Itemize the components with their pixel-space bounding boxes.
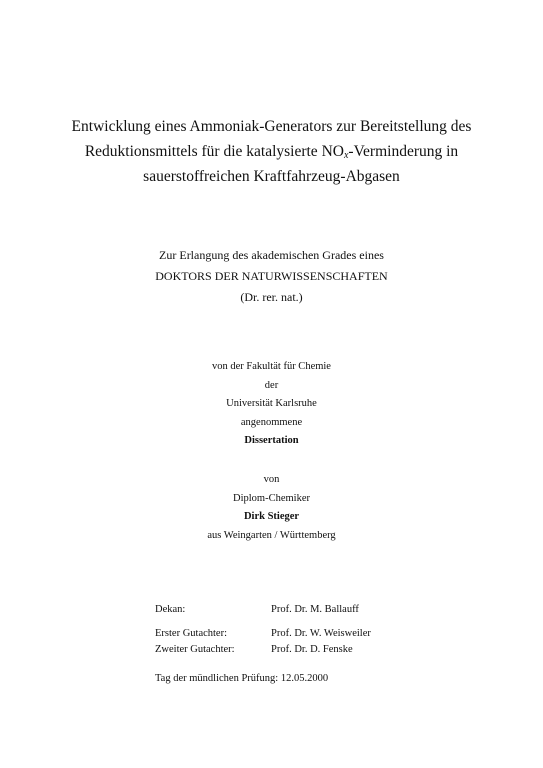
faculty-line-2: der (264, 379, 279, 391)
title-line-2-start: Reduktionsmittels für die katalysierte NO (84, 143, 344, 160)
degree-line-1: Zur Erlangung des akademischen Grades eines (159, 248, 384, 262)
title-line-1: Entwicklung eines Ammoniak-Generators zur Bereitstellung des (71, 118, 472, 135)
title-subscript-x: x (343, 150, 349, 161)
committee-person: Prof. Dr. M. Ballauff (271, 604, 359, 615)
oral-exam-date: Tag der mündlichen Prüfung: 12.05.2000 (155, 673, 329, 684)
committee-person: Prof. Dr. D. Fenske (271, 644, 353, 655)
committee-row-first-reviewer (155, 626, 435, 642)
degree-line-2: DOKTORS DER NATURWISSENSCHAFTEN (155, 269, 388, 283)
committee-role: Zweiter Gutachter: (155, 644, 235, 655)
dissertation-title (0, 114, 543, 189)
faculty-line-4: angenommene (240, 416, 303, 428)
author-line-2: Diplom-Chemiker (233, 492, 310, 504)
author-line-1: von (263, 474, 280, 485)
dissertation-label: Dissertation (244, 435, 299, 446)
committee-role: Dekan: (155, 604, 186, 615)
committee-row-dean (155, 602, 435, 618)
author-block (0, 471, 543, 545)
title-line-2 (0, 139, 543, 164)
faculty-block (0, 358, 543, 451)
committee-person: Prof. Dr. W. Weisweiler (271, 628, 371, 639)
faculty-line-3: Universität Karlsruhe (226, 398, 317, 409)
committee-list (155, 602, 435, 658)
committee-role: Erster Gutachter: (155, 628, 228, 639)
faculty-line-1: von der Fakultät für Chemie (212, 361, 331, 372)
author-name: Dirk Stieger (243, 511, 300, 522)
committee-row-second-reviewer (155, 642, 435, 658)
title-line-3: sauerstoffreichen Kraftfahrzeug-Abgasen (143, 168, 400, 185)
degree-block (0, 245, 543, 308)
degree-line-3: (Dr. rer. nat.) (240, 290, 303, 304)
title-line-2-end: -Verminderung in (348, 143, 459, 160)
author-origin: aus Weingarten / Württemberg (207, 529, 336, 541)
